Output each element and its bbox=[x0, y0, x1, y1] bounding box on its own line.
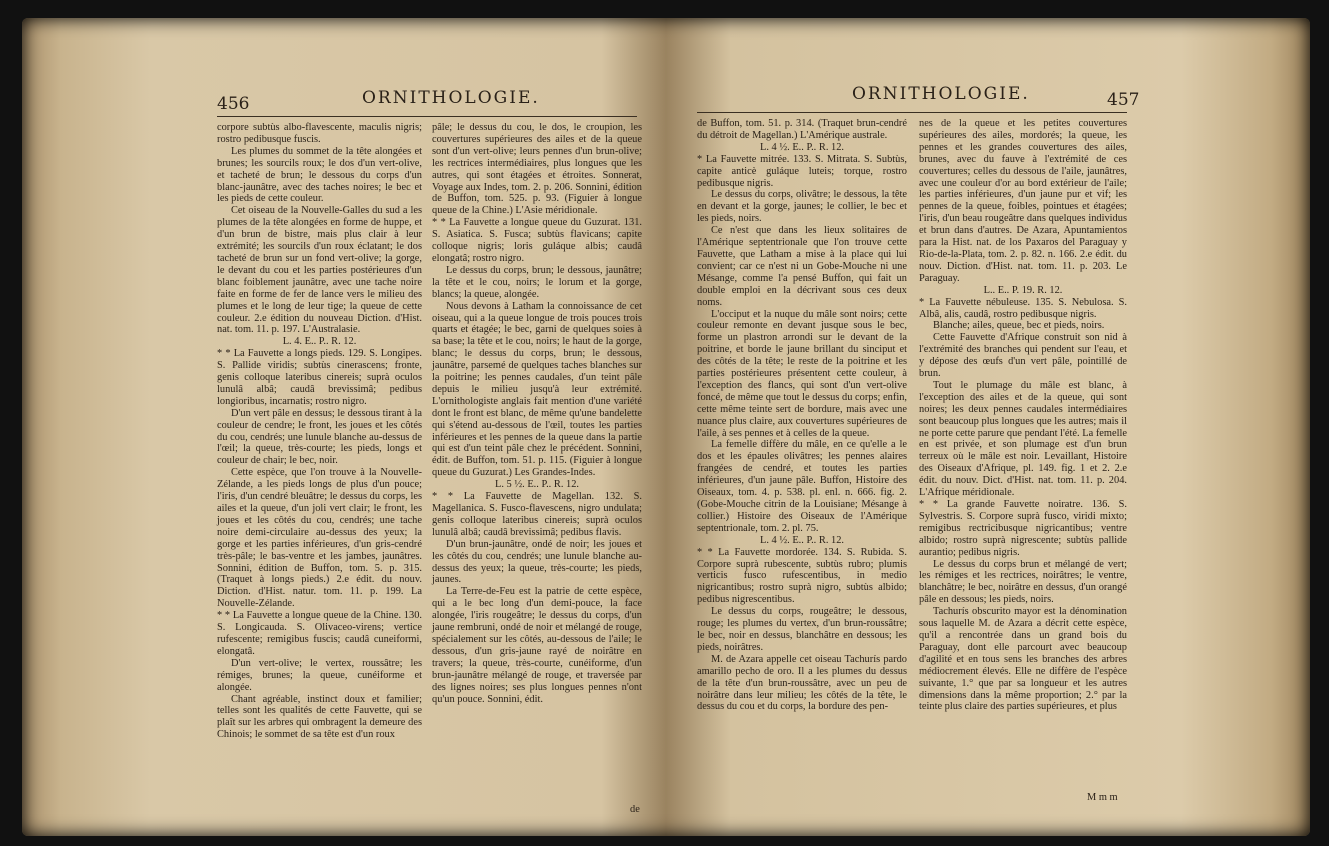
paragraph: Tachurís obscurito mayor est la dénomination sous laquelle M. de Azara a décrit cette espèce, qu'il a rencontrée dans un grand bois du Paraguay, dont elle parcourt avec beaucoup d'agilité et en tous sens les branches des arbres médiocrement élevés. Elle ne diffère de l'espèce suivante, 1.° que par sa longueur et les autres dimensions dans la même proportion; 2.° par la teinte plus claire des parties supérieures, et plus bbox=[919, 606, 1127, 713]
paragraph: de Buffon, tom. 51. p. 314. (Traquet brun-cendré du détroit de Magellan.) L'Amérique australe. bbox=[697, 118, 907, 141]
species-heading: * * La grande Fauvette noiratre. 136. S. Sylvestris. S. Corpore suprà fusco, viridi mixto; remigibus rectricibusque nigricantibus; ventre albido; rostro suprà nigrescente; subtùs pallide aurantio; pedibus nigris. bbox=[919, 499, 1127, 558]
paragraph: Tout le plumage du mâle est blanc, à l'exception des ailes et de la queue, qui sont noires; les deux pennes caudales intermédiaires sont beaucoup plus longues que les autres; mais il ne porte cette parure que pendant l'été. La femelle en est privée, et son plumage est d'un brun terreux où le mâle est noir. Levaillant, Histoire des Oiseaux d'Afrique, pl. 149. fig. 1 et 2. 2.e édit. du nouv. Dict. d'Hist. nat. tom. 11. p. 204. L'Afrique méridionale. bbox=[919, 379, 1127, 499]
book-spread bbox=[22, 18, 1310, 836]
paragraph: Nous devons à Latham la connoissance de cet oiseau, qui a la queue longue de trois pouces trois quarts et étagée; le bec, garni de quelques soies à sa base; la tête et le cou, noirs; le haut de la gorge, blanc; le dessus du corps, brun; le dessous, jaunâtre, parsemé de quelques taches blanches sur la poitrine; les pennes caudales, d'un teint pâle depuis le milieu jusqu'à leur extrémité. L'ornithologiste anglais fait mention d'une variété dont le front est blanc, de même qu'une bandelette qui s'étend au-dessous de l'œil, toutes les parties inférieures et les pennes de la queue dans la partie qui est d'un teint pâle chez le précédent. Sonnini, édit. de Buffon, tom. 51. p. 115. (Figuier à longue queue du Guzurat.) Les Grandes-Indes. bbox=[432, 300, 642, 479]
right-column-2 bbox=[919, 118, 1127, 790]
page-number-right: 457 bbox=[1107, 90, 1140, 110]
left-page bbox=[42, 18, 657, 818]
paragraph: Blanche; ailes, queue, bec et pieds, noirs. bbox=[933, 320, 1105, 332]
left-column-1 bbox=[217, 122, 422, 802]
page-number-left: 456 bbox=[217, 94, 250, 114]
paragraph: Cette Fauvette d'Afrique construit son nid à l'extrémité des branches qui pendent sur l'eau, et y dépose des œufs d'un vert pâle, pointillé de brun. bbox=[919, 332, 1127, 380]
running-head-left: ORNITHOLOGIE. bbox=[362, 88, 540, 108]
header-rule-left bbox=[217, 116, 637, 117]
left-column-2 bbox=[432, 122, 642, 802]
paragraph: Le dessus du corps, brun; le dessous, jaunâtre; la tête et le cou, noirs; le lorum et la gorge, blancs; la queue, alongée. bbox=[432, 264, 642, 300]
paragraph: corpore subtùs albo-flavescente, maculis nigris; rostro pedibusque fuscis. bbox=[217, 122, 422, 145]
species-heading: * * La Fauvette mordorée. 134. S. Rubida. S. Corpore suprà rubescente, subtùs rubro; plumis verticis fusco rufescentibus, in medio nigricantibus; rostro suprà nigro, subtùs albido; pedibus nigrescentibus. bbox=[697, 546, 907, 606]
paragraph: La femelle diffère du mâle, en ce qu'elle a le dos et les épaules olivâtres; les pennes alaires frangées de cendré, et toutes les parties inférieures, d'un jaune pâle. Buffon, Histoire des Oiseaux, tom. 4. p. 538. pl. enl. n. 666. fig. 2. (Gobe-Mouche citrin de la Louisiane; Mésange à collier.) Histoire des Oiseaux de l'Amérique septentrionale, tom. 2. pl. 75. bbox=[697, 439, 907, 534]
paragraph: nes de la queue et les petites couvertures supérieures des ailes, mordorés; la queue, les pennes et les grandes couvertures des ailes, brunes, avec du fauve à l'extrémité de ces couvertures; celles du dessous de l'aile, jaunâtres, avec une couleur d'or au bord extérieur de l'aile; les parties inférieures, d'un jaune pur et vif; les pennes de la queue, foibles, pointues et étagées; l'iris, d'un beau rougeâtre dans quelques individus et brun dans d'autres. De Azara, Apuntamientos para la Hist. nat. de los Paxaros del Paraguay y Rio-de-la-Plata, tom. 2. p. 82. n. 166. 2.e édit. du nouv. Diction. d'Hist. nat. tom. 11. p. 203. Le Paraguay. bbox=[919, 118, 1127, 284]
species-heading: * * La Fauvette a longs pieds. 129. S. Longipes. S. Pallide viridis; subtùs cinerascens; fronte, genis colloque lateribus cinereis; suprà oculos lunulâ albâ; caudâ brevissimâ; pedibus longioribus, incarnatis; rostro nigro. bbox=[217, 348, 422, 407]
paragraph: Le dessus du corps, rougeâtre; le dessous, rouge; les plumes du vertex, d'un brun-roussâtre; le bec, noir en dessus, blanchâtre en dessous; les pieds, noirâtres. bbox=[697, 606, 907, 653]
paragraph: Cet oiseau de la Nouvelle-Galles du sud a les plumes de la tête alongées en forme de huppe, et d'un brun de bistre, mais plus clair à leur extrémité; les sourcils d'un roux éclatant; le dos tacheté de brun sur un fond vert-olive; la gorge, le devant du cou et les parties postérieures d'un blanc foiblement jaunâtre, avec une tache noire faite en forme de fer de lance vers le milieu des plumes et le long de leur tige; la queue de cette couleur. 2.e édition du nouveau Diction. d'Hist. nat. tom. 11. p. 197. L'Australasie. bbox=[217, 205, 422, 336]
species-heading: * * La Fauvette a longue queue de la Chine. 130. S. Longicauda. S. Olivaceo-virens; vertice rufescente; remigibus fuscis; caudâ cuneiformi, elongatâ. bbox=[217, 610, 422, 657]
species-heading: * * La Fauvette de Magellan. 132. S. Magellanica. S. Fusco-flavescens, nigro undulata; genis colloque lateribus cinereis; suprà oculos lunulâ albâ; caudâ brevissimâ; pedibus flavis. bbox=[432, 491, 642, 538]
running-head-right: ORNITHOLOGIE. bbox=[852, 84, 1030, 104]
paragraph: Cette espèce, que l'on trouve à la Nouvelle-Zélande, a les pieds longs de plus d'un pouce; l'iris, d'un cendré bleuâtre; le dessus du corps, les ailes et la queue, d'un joli vert clair; le front, les joues et les côtés du cou, cendrés; une tache noire demi-circulaire au-dessus des yeux; la gorge et les parties inférieures, d'un gris-cendré très-pâle; le bas-ventre et les jambes, jaunâtres. Sonnini, édition de Buffon, tom. 5. p. 315. (Traquet à longs pieds.) 2.e édit. du nouv. Diction. d'Hist. natur. tom. 11. p. 199. La Nouvelle-Zélande. bbox=[217, 467, 422, 610]
species-heading: * La Fauvette mitrée. 133. S. Mitrata. S. Subtùs, capite anticè guláque luteis; torque, rostro pedibusque nigris. bbox=[697, 153, 907, 189]
paragraph: D'un vert-olive; le vertex, roussâtre; les rémiges, brunes; la queue, cunéiforme et alongée. bbox=[217, 657, 422, 693]
paragraph: pâle; le dessus du cou, le dos, le croupion, les couvertures supérieures des ailes et de la queue sont d'un vert-olive; leurs pennes d'un brun-olive; les rectrices intermédiaires, plus longues que les autres, qui sont étagées et étroites. Sonnerat, Voyage aux Indes, tom. 2. p. 206. Sonnini, édition de Buffon, tom. 525. p. 93. (Figuier à longue queue de la Chine.) L'Asie méridionale. bbox=[432, 122, 642, 217]
header-rule-right bbox=[697, 112, 1127, 113]
species-heading: * * La Fauvette a longue queue du Guzurat. 131. S. Asiatica. S. Fusca; subtùs flavicans; capite colloque nigris; loris guláque albis; caudâ elongatâ; rostro nigro. bbox=[432, 217, 642, 264]
paragraph: Ce n'est que dans les lieux solitaires de l'Amérique septentrionale que l'on trouve cette Fauvette, que Latham a mise à la place qui lui convient; car ce n'est ni un Gobe-Mouche ni une Mésange, comme l'a pensé Buffon, qui fait un double emploi en la décrivant sous ces deux noms. bbox=[697, 225, 907, 308]
right-page bbox=[687, 18, 1302, 818]
right-column-1 bbox=[697, 118, 907, 808]
paragraph: La Terre-de-Feu est la patrie de cette espèce, qui a le bec long d'un demi-pouce, la face alongée, l'iris rougeâtre; le dessus du corps, d'un jaune rembruni, ondé de noir et mélangé de rouge, spécialement sur les côtés, au-dessous de l'aile; le dessous, d'un gris-jaune rayé de noirâtre en travers; la queue, très-courte, cunéiforme, d'un brun-jaunâtre mélangé de rouge, et traversée par des lignes noires; ses plus longues pennes n'ont qu'un pouce. Sonnini, édit. bbox=[432, 586, 642, 705]
paragraph: D'un brun-jaunâtre, ondé de noir; les joues et les côtés du cou, cendrés; une lunule blanche au-dessus des yeux; la queue, très-courte; les pieds, jaunes. bbox=[432, 538, 642, 586]
paragraph: M. de Azara appelle cet oiseau Tachurís pardo amarillo pecho de oro. Il a les plumes du dessus de la tête d'un brun-roussâtre, avec un peu de noirâtre dans leur milieu; les côtés de la tête, le dessus du cou et du corps, la bordure des pen- bbox=[697, 653, 907, 713]
paragraph: D'un vert pâle en dessus; le dessous tirant à la couleur de cendre; le front, les joues et les côtés du cou, cendrés; une lunule blanche au-dessus de l'œil; la queue, très-courte; les pieds, longs et couleur de chair; le bec, noir. bbox=[217, 407, 422, 467]
paragraph: Chant agréable, instinct doux et familier; telles sont les qualités de cette Fauvette, qui se plaît sur les arbres qui ombragent la demeure des Chinois; le sommet de sa tête est d'un roux bbox=[217, 693, 422, 741]
measurement-line: L. 4 ½. E.. P.. R. 12. bbox=[760, 141, 844, 153]
paragraph: Le dessus du corps brun et mélangé de vert; les rémiges et les rectrices, noirâtres; le ventre, blanchâtre; le bec, noirâtre en dessus, d'un orangé pâle en dessous; les pieds, noirs. bbox=[919, 558, 1127, 606]
species-heading: * La Fauvette nébuleuse. 135. S. Nebulosa. S. Albâ, alis, caudâ, rostro pedibusque nigris. bbox=[919, 296, 1127, 320]
measurement-line: L. 4 ½. E.. P.. R. 12. bbox=[760, 534, 844, 546]
paragraph: Le dessus du corps, olivâtre; le dessous, la tête en devant et la gorge, jaunes; le collier, le bec et les pieds, noirs. bbox=[697, 189, 907, 225]
paragraph: Les plumes du sommet de la tête alongées et brunes; les sourcils roux; le dos d'un vert-olive, et tacheté de brun; le dessous du corps d'un blanc-jaunâtre, avec des taches noires; le bec et les pieds de cette couleur. bbox=[217, 145, 422, 205]
paragraph: L'occiput et la nuque du mâle sont noirs; cette couleur remonte en devant jusque sous le bec, forme un plastron arrondi sur le devant de la poitrine, et borde le jaune brillant du sinciput et des côtés de la tête; le reste de la poitrine et les parties postérieures présentent cette couleur, à l'exception des flancs, qui sont d'un vert-olive foncé, de même que tout le dessus du corps; enfin, cette même teinte sert de bordure, mais avec une nuance plus claire, aux couvertures supérieures de l'aile, à ses pennes et à celles de la queue. bbox=[697, 308, 907, 439]
measurement-line: L. 4. E.. P.. R. 12. bbox=[282, 336, 357, 348]
catchword-left: de bbox=[630, 804, 640, 815]
catchword-right: M m m bbox=[1087, 792, 1118, 803]
measurement-line: L. 5 ½. E.. P.. R. 12. bbox=[495, 479, 579, 491]
measurement-line: L.. E.. P. 19. R. 12. bbox=[983, 284, 1063, 296]
